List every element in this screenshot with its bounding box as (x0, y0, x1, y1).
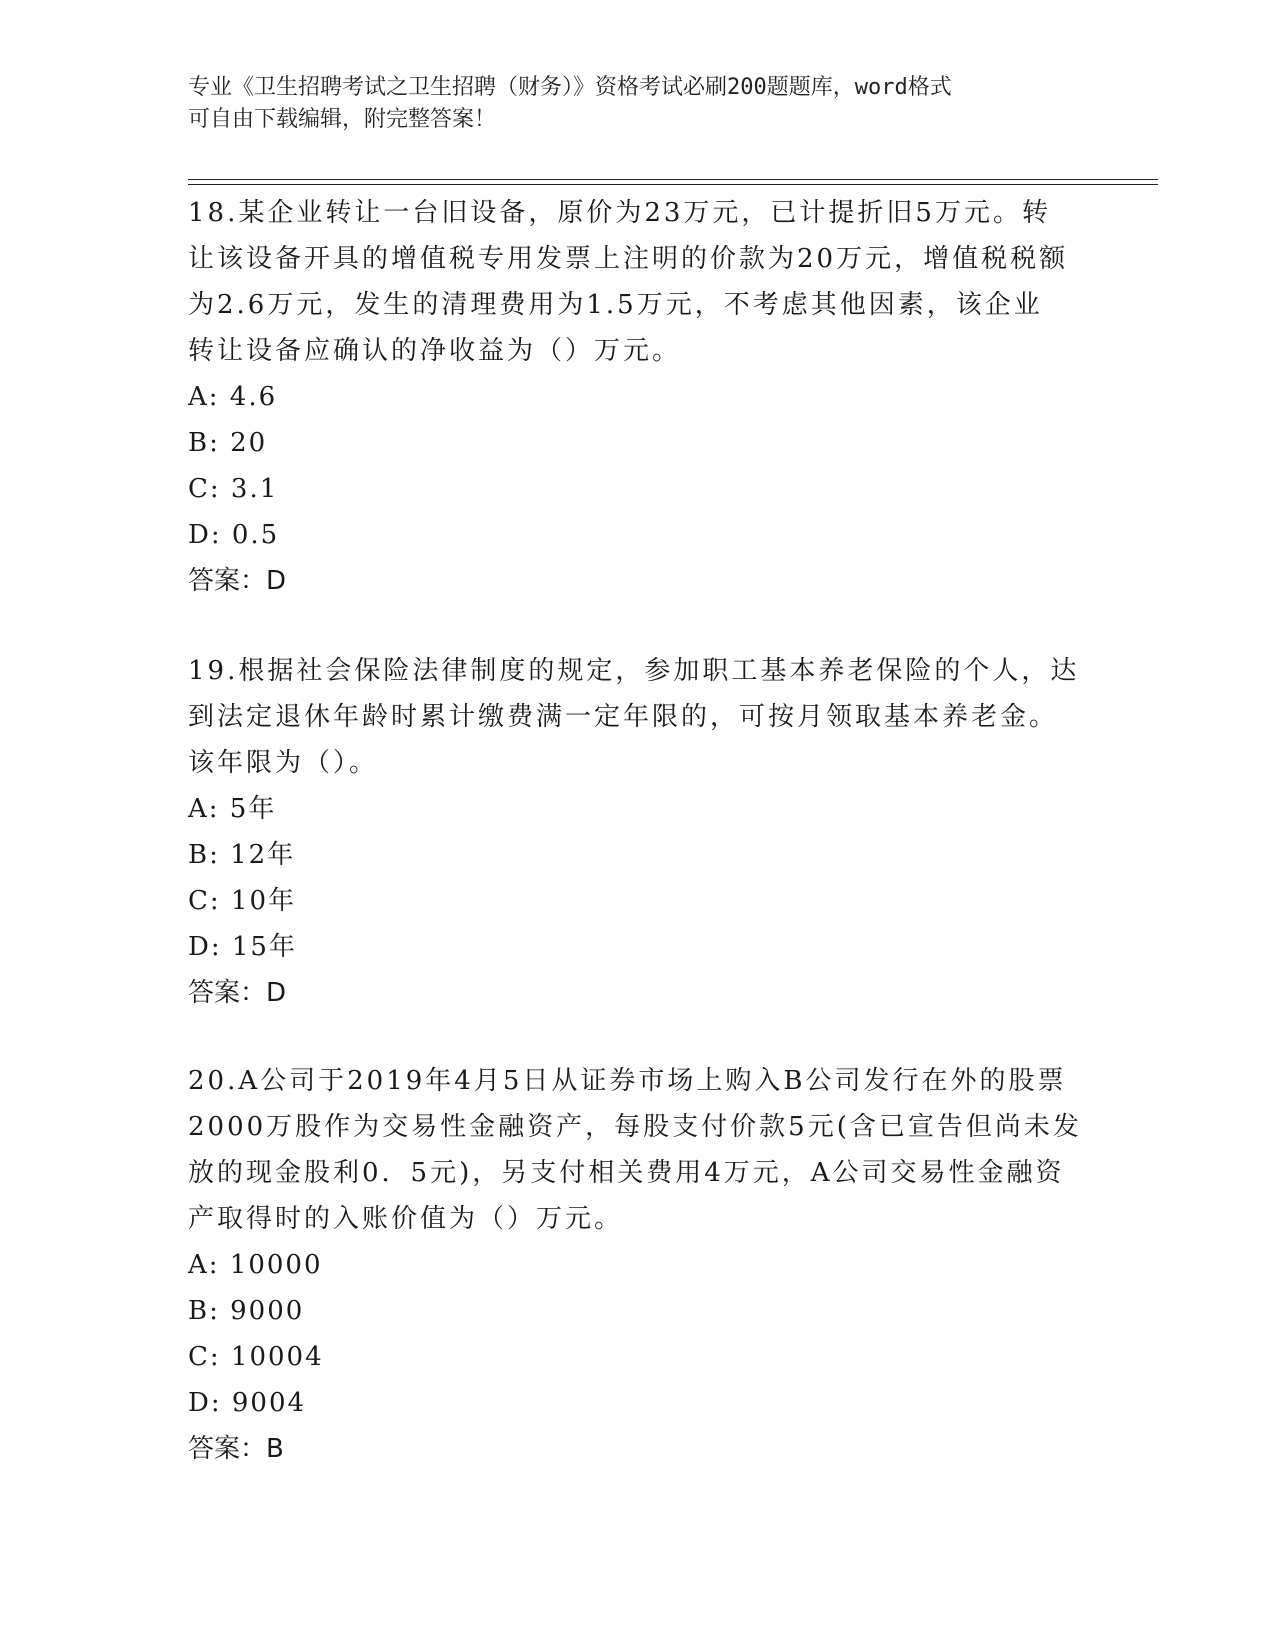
question-stem-line: 2000万股作为交易性金融资产，每股支付价款5元(含已宣告但尚未发 (188, 1112, 1082, 1142)
question-19 (188, 648, 1088, 1016)
question-stem-line: 该年限为（）。 (188, 748, 379, 778)
question-18 (188, 190, 1088, 604)
header-divider-top (188, 179, 1158, 180)
option-b: B: 20 (188, 428, 268, 458)
option-c: C: 3.1 (188, 474, 279, 504)
question-stem-line: 20.A公司于2019年4月5日从证券市场上购入B公司发行在外的股票 (188, 1066, 1067, 1096)
question-stem-line: 到法定退休年龄时累计缴费满一定年限的，可按月领取基本养老金。 (188, 702, 1059, 732)
option-d: D: 9004 (188, 1388, 307, 1418)
question-stem-line: 19.根据社会保险法律制度的规定，参加职工基本养老保险的个人，达 (188, 656, 1080, 686)
header-line-1: 专业《卫生招聘考试之卫生招聘（财务）》资格考试必刷200题题库，word格式 (188, 75, 952, 100)
option-b: B: 12年 (188, 840, 296, 870)
option-d: D: 0.5 (188, 520, 280, 550)
header-line-2: 可自由下载编辑，附完整答案！ (188, 107, 497, 132)
question-stem-line: 让该设备开具的增值税专用发票上注明的价款为20万元，增值税税额 (188, 244, 1069, 274)
option-c: C: 10004 (188, 1342, 324, 1372)
question-stem-line: 为2.6万元，发生的清理费用为1.5万元，不考虑其他因素，该企业 (188, 290, 1043, 320)
question-stem-line: 放的现金股利0．5元)，另支付相关费用4万元，A公司交易性金融资 (188, 1158, 1065, 1188)
question-stem-line: 18.某企业转让一台旧设备，原价为23万元，已计提折旧5万元。转 (188, 198, 1051, 228)
question-20 (188, 1058, 1088, 1472)
question-stem-line: 产取得时的入账价值为（）万元。 (188, 1204, 624, 1234)
question-stem-line: 转让设备应确认的净收益为（）万元。 (188, 336, 682, 366)
answer: 答案：D (188, 566, 287, 596)
answer: 答案：D (188, 978, 287, 1008)
option-a: A: 10000 (188, 1250, 323, 1280)
option-b: B: 9000 (188, 1296, 305, 1326)
document-header (188, 72, 1088, 136)
option-a: A: 5年 (188, 794, 277, 824)
answer: 答案：B (188, 1434, 284, 1464)
option-a: A: 4.6 (188, 382, 278, 412)
option-c: C: 10年 (188, 886, 297, 916)
header-divider-bottom (188, 184, 1158, 185)
option-d: D: 15年 (188, 932, 297, 962)
